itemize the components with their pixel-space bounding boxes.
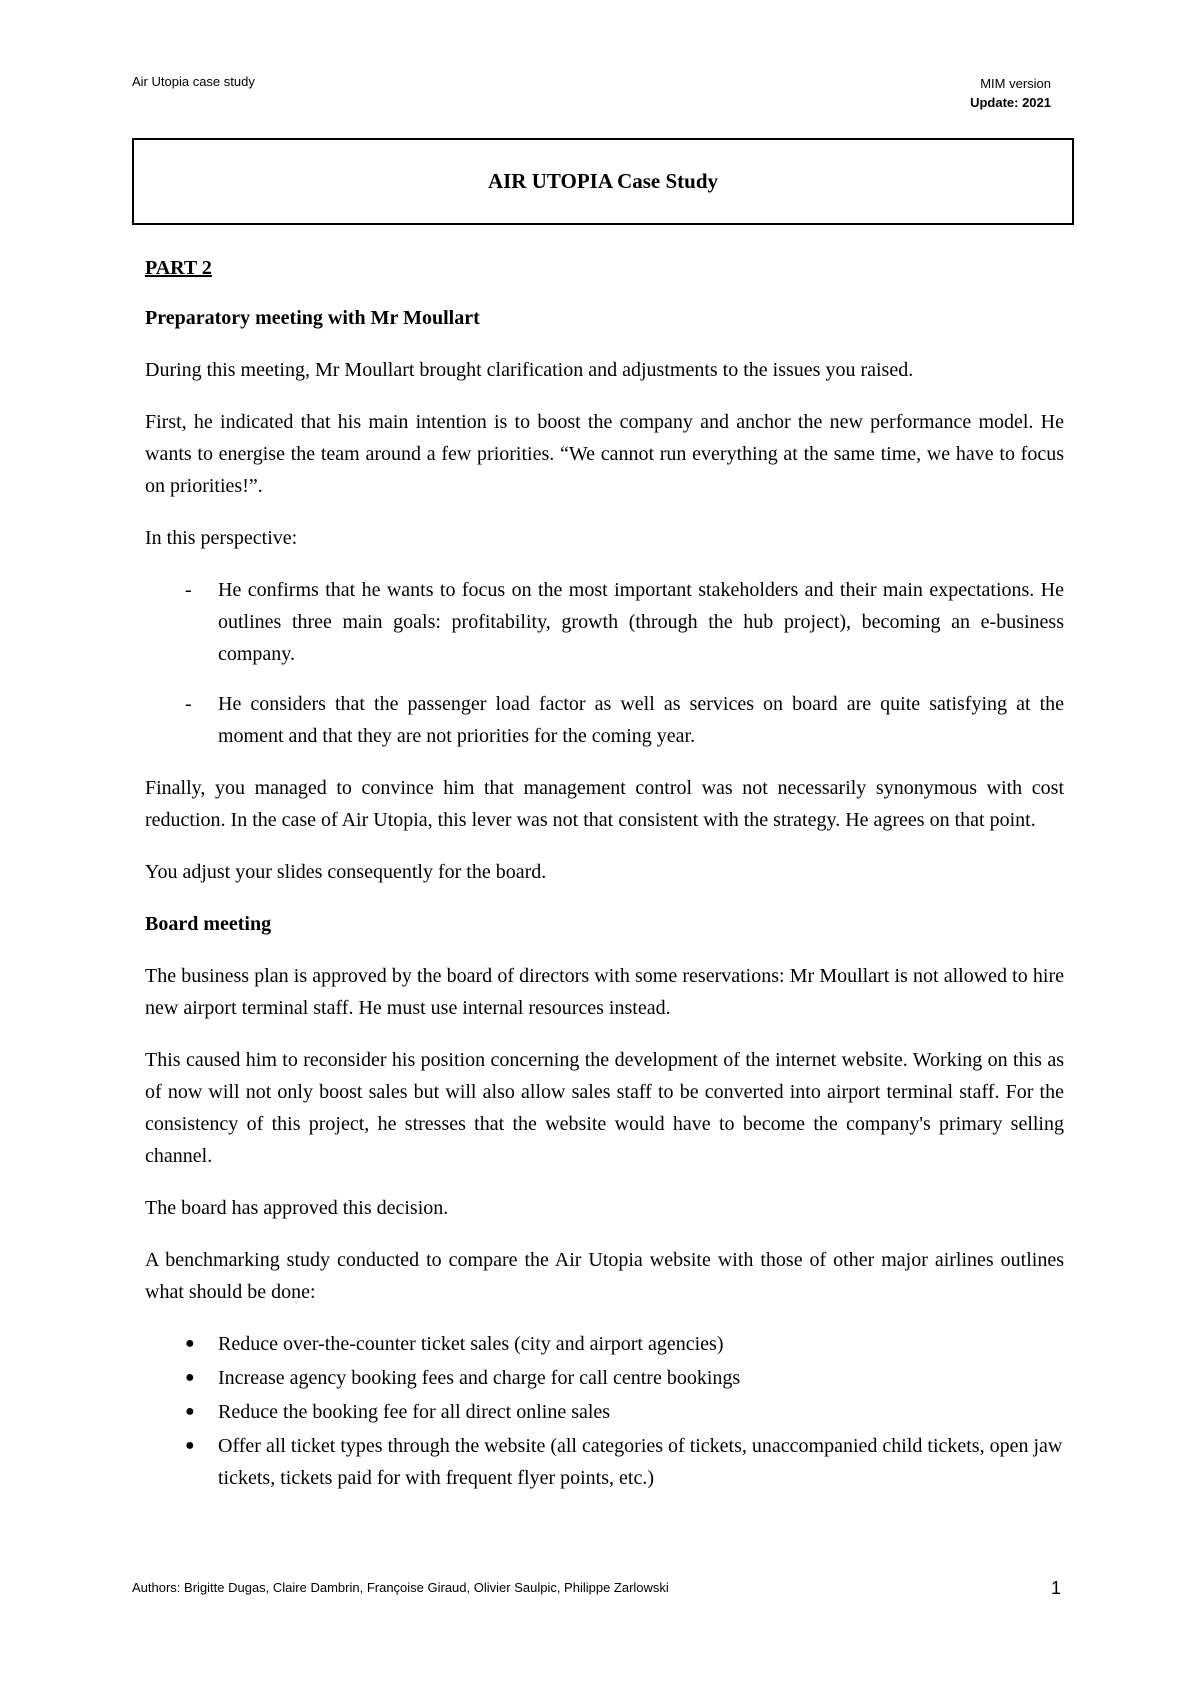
paragraph: Finally, you managed to convince him that management control was not necessarily synonymous with cost reduction. In the case of Air Utopia, this lever was not that consistent with the strategy. He agrees on that point. (145, 777, 1064, 831)
list-item-text: He considers that the passenger load factor as well as services on board are quite satisfying at the moment and that they are not priorities for the coming year. (218, 693, 1064, 747)
list-item (145, 1396, 1064, 1428)
list-item-text: Reduce over-the-counter ticket sales (city and airport agencies) (218, 1333, 724, 1355)
dash-list (145, 574, 1064, 752)
paragraph: You adjust your slides consequently for the board. (145, 861, 547, 883)
paragraph: This caused him to reconsider his position concerning the development of the internet website. Working on this as of now will not only boost sales but will also allow sales staff to be converted into airport terminal staff. For the consistency of this project, he stresses that the website would have to become the company's primary selling channel. (145, 1049, 1064, 1167)
list-item (145, 1362, 1064, 1394)
document-body (145, 252, 1064, 1496)
list-item (145, 688, 1064, 752)
paragraph: A benchmarking study conducted to compare the Air Utopia website with those of other major airlines outlines what should be done: (145, 1249, 1064, 1303)
bullet-icon: ● (185, 1437, 195, 1454)
list-item (145, 574, 1064, 670)
document-title: AIR UTOPIA Case Study (487, 169, 719, 193)
footer-authors: Authors: Brigitte Dugas, Claire Dambrin, Françoise Giraud, Olivier Saulpic, Philippe Zarlowski (132, 1580, 669, 1595)
page-number: 1 (1050, 1578, 1061, 1598)
paragraph: In this perspective: (145, 527, 298, 549)
header-version: MIM version (980, 76, 1051, 91)
dash-marker: - (185, 579, 192, 601)
dash-marker: - (185, 693, 192, 715)
part-heading: PART 2 (145, 257, 212, 279)
header-update: Update: 2021 (970, 95, 1051, 110)
section-heading-board: Board meeting (145, 913, 272, 935)
paragraph: The business plan is approved by the board of directors with some reservations: Mr Moullart is not allowed to hire new airport terminal staff. He must use internal resources instead. (145, 965, 1064, 1019)
paragraph: During this meeting, Mr Moullart brought clarification and adjustments to the issues you raised. (145, 359, 914, 381)
bullet-list (145, 1328, 1064, 1494)
list-item-text: Reduce the booking fee for all direct online sales (218, 1401, 611, 1423)
header-left: Air Utopia case study (132, 74, 255, 89)
bullet-icon: ● (185, 1369, 195, 1386)
section-heading-preparatory: Preparatory meeting with Mr Moullart (145, 307, 480, 329)
bullet-icon: ● (185, 1335, 195, 1352)
title-box (132, 138, 1074, 225)
paragraph: The board has approved this decision. (145, 1197, 449, 1219)
header-right (970, 74, 1051, 112)
list-item (145, 1430, 1064, 1494)
list-item-text: Increase agency booking fees and charge for call centre bookings (218, 1367, 741, 1389)
list-item-text: Offer all ticket types through the website (all categories of tickets, unaccompanied child tickets, open jaw tickets, tickets paid for with frequent flyer points, etc.) (218, 1435, 1063, 1489)
list-item-text: He confirms that he wants to focus on the most important stakeholders and their main expectations. He outlines three main goals: profitability, growth (through the hub project), becoming an e-business company. (218, 579, 1064, 665)
bullet-icon: ● (185, 1403, 195, 1420)
list-item (145, 1328, 1064, 1360)
paragraph: First, he indicated that his main intention is to boost the company and anchor the new performance model. He wants to energise the team around a few priorities. “We cannot run everything at the same time, we have to focus on priorities!”. (145, 411, 1064, 497)
